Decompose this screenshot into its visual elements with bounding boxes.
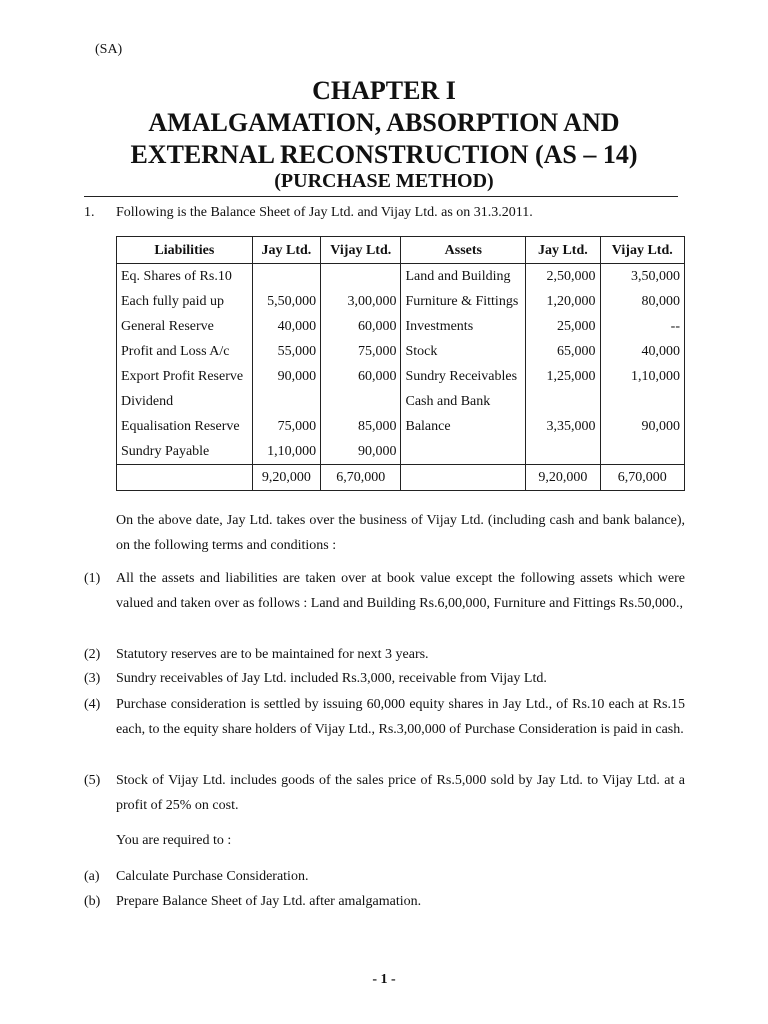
total-jay-asset-value: 9,20,000 bbox=[526, 465, 600, 491]
table-row bbox=[117, 414, 685, 439]
asset-name: Land and Building bbox=[401, 264, 526, 290]
question-text: Following is the Balance Sheet of Jay Ltd. and Vijay Ltd. as on 31.3.2011. bbox=[116, 205, 533, 220]
asset-name: Cash and Bank bbox=[401, 389, 526, 414]
liability-name: Each fully paid up bbox=[117, 289, 253, 314]
jay-asset-value: 3,35,000 bbox=[526, 414, 600, 439]
totals-row bbox=[117, 465, 685, 491]
required-intro: You are required to : bbox=[116, 833, 232, 848]
asset-name: Investments bbox=[401, 314, 526, 339]
col-header-vijay-assets: Vijay Ltd. bbox=[600, 237, 684, 264]
requirement-a bbox=[84, 864, 685, 889]
total-vijay-liability-value: 6,70,000 bbox=[321, 465, 401, 491]
liability-name: Eq. Shares of Rs.10 bbox=[117, 264, 253, 290]
balance-sheet-table bbox=[116, 236, 685, 491]
total-jay-liability-value: 9,20,000 bbox=[252, 465, 320, 491]
page-number: - 1 - bbox=[372, 972, 396, 987]
jay-liability-value: 1,10,000 bbox=[252, 439, 320, 465]
liability-name: Dividend bbox=[117, 389, 253, 414]
vijay-liability-value: 85,000 bbox=[321, 414, 401, 439]
jay-liability-value bbox=[252, 389, 320, 414]
vijay-asset-value: 3,50,000 bbox=[600, 264, 684, 290]
condition-text: Statutory reserves are to be maintained for next 3 years. bbox=[116, 647, 429, 662]
table-row bbox=[117, 264, 685, 290]
asset-name: Furniture & Fittings bbox=[401, 289, 526, 314]
jay-asset-value: 25,000 bbox=[526, 314, 600, 339]
jay-liability-value bbox=[252, 264, 320, 290]
col-header-liabilities: Liabilities bbox=[117, 237, 253, 264]
table-header-row bbox=[117, 237, 685, 264]
jay-asset-value bbox=[526, 439, 600, 465]
requirement-b bbox=[84, 889, 685, 914]
col-header-jay-assets: Jay Ltd. bbox=[526, 237, 600, 264]
condition-label: (4) bbox=[84, 697, 101, 712]
jay-asset-value: 1,20,000 bbox=[526, 289, 600, 314]
liability-name: Equalisation Reserve bbox=[117, 414, 253, 439]
jay-asset-value: 2,50,000 bbox=[526, 264, 600, 290]
vijay-asset-value bbox=[600, 439, 684, 465]
asset-name: Balance bbox=[401, 414, 526, 439]
condition-label: (3) bbox=[84, 671, 101, 686]
condition-text: Sundry receivables of Jay Ltd. included Rs.3,000, receivable from Vijay Ltd. bbox=[116, 671, 547, 686]
table-row bbox=[117, 339, 685, 364]
asset-name bbox=[401, 439, 526, 465]
jay-asset-value bbox=[526, 389, 600, 414]
vijay-liability-value: 90,000 bbox=[321, 439, 401, 465]
liability-name: Sundry Payable bbox=[117, 439, 253, 465]
title-line-1: AMALGAMATION, ABSORPTION AND bbox=[148, 108, 620, 137]
vijay-liability-value: 3,00,000 bbox=[321, 289, 401, 314]
question-number: 1. bbox=[84, 205, 95, 220]
liability-name: Profit and Loss A/c bbox=[117, 339, 253, 364]
jay-liability-value: 55,000 bbox=[252, 339, 320, 364]
vijay-asset-value: 1,10,000 bbox=[600, 364, 684, 389]
condition-text: Purchase consideration is settled by issuing 60,000 equity shares in Jay Ltd., of Rs.10 each at Rs.15 each, to the equity share holders of Vijay Ltd., Rs.3,00,000 of Purchase Consideration is paid in cash. bbox=[116, 697, 685, 737]
condition-label: (2) bbox=[84, 647, 101, 662]
jay-liability-value: 75,000 bbox=[252, 414, 320, 439]
liability-name: General Reserve bbox=[117, 314, 253, 339]
jay-liability-value: 40,000 bbox=[252, 314, 320, 339]
total-vijay-asset-value: 6,70,000 bbox=[600, 465, 684, 491]
total-liability-name bbox=[117, 465, 253, 491]
condition-4 bbox=[84, 692, 685, 742]
vijay-liability-value bbox=[321, 264, 401, 290]
jay-liability-value: 5,50,000 bbox=[252, 289, 320, 314]
col-header-jay-liab: Jay Ltd. bbox=[252, 237, 320, 264]
condition-text: Stock of Vijay Ltd. includes goods of the sales price of Rs.5,000 sold by Jay Ltd. to Vijay Ltd. at a profit of 25% on cost. bbox=[116, 773, 685, 813]
requirement-text: Calculate Purchase Consideration. bbox=[116, 869, 309, 884]
vijay-asset-value: 80,000 bbox=[600, 289, 684, 314]
title-line-2: EXTERNAL RECONSTRUCTION (AS – 14) bbox=[130, 140, 638, 169]
table-row bbox=[117, 364, 685, 389]
chapter-heading: CHAPTER I bbox=[312, 76, 456, 105]
requirement-text: Prepare Balance Sheet of Jay Ltd. after amalgamation. bbox=[116, 894, 422, 909]
table-row bbox=[117, 389, 685, 414]
vijay-asset-value: 90,000 bbox=[600, 414, 684, 439]
subtitle: (PURCHASE METHOD) bbox=[274, 170, 494, 192]
col-header-assets: Assets bbox=[401, 237, 526, 264]
vijay-liability-value: 60,000 bbox=[321, 314, 401, 339]
vijay-asset-value: -- bbox=[600, 314, 684, 339]
liability-name: Export Profit Reserve bbox=[117, 364, 253, 389]
table-row bbox=[117, 289, 685, 314]
vijay-liability-value: 75,000 bbox=[321, 339, 401, 364]
vijay-liability-value bbox=[321, 389, 401, 414]
requirement-label: (b) bbox=[84, 894, 101, 909]
condition-1 bbox=[84, 566, 685, 616]
asset-name: Stock bbox=[401, 339, 526, 364]
table-row bbox=[117, 439, 685, 465]
title-divider bbox=[84, 196, 678, 197]
vijay-asset-value bbox=[600, 389, 684, 414]
condition-text: All the assets and liabilities are taken over at book value except the following assets which were valued and taken over as follows : Land and Building Rs.6,00,000, Furniture and Fittings Rs.50,000., bbox=[116, 571, 685, 611]
vijay-liability-value: 60,000 bbox=[321, 364, 401, 389]
condition-2 bbox=[84, 642, 685, 667]
condition-3 bbox=[84, 666, 685, 691]
vijay-asset-value: 40,000 bbox=[600, 339, 684, 364]
jay-asset-value: 1,25,000 bbox=[526, 364, 600, 389]
col-header-vijay-liab: Vijay Ltd. bbox=[321, 237, 401, 264]
condition-5 bbox=[84, 768, 685, 818]
total-asset-name bbox=[401, 465, 526, 491]
requirement-label: (a) bbox=[84, 869, 100, 884]
intro-paragraph: On the above date, Jay Ltd. takes over the business of Vijay Ltd. (including cash and bank balance), on the following terms and conditions : bbox=[116, 513, 685, 553]
jay-asset-value: 65,000 bbox=[526, 339, 600, 364]
jay-liability-value: 90,000 bbox=[252, 364, 320, 389]
table-row bbox=[117, 314, 685, 339]
section-tag: (SA) bbox=[95, 42, 123, 57]
asset-name: Sundry Receivables bbox=[401, 364, 526, 389]
condition-label: (1) bbox=[84, 571, 101, 586]
condition-label: (5) bbox=[84, 773, 101, 788]
